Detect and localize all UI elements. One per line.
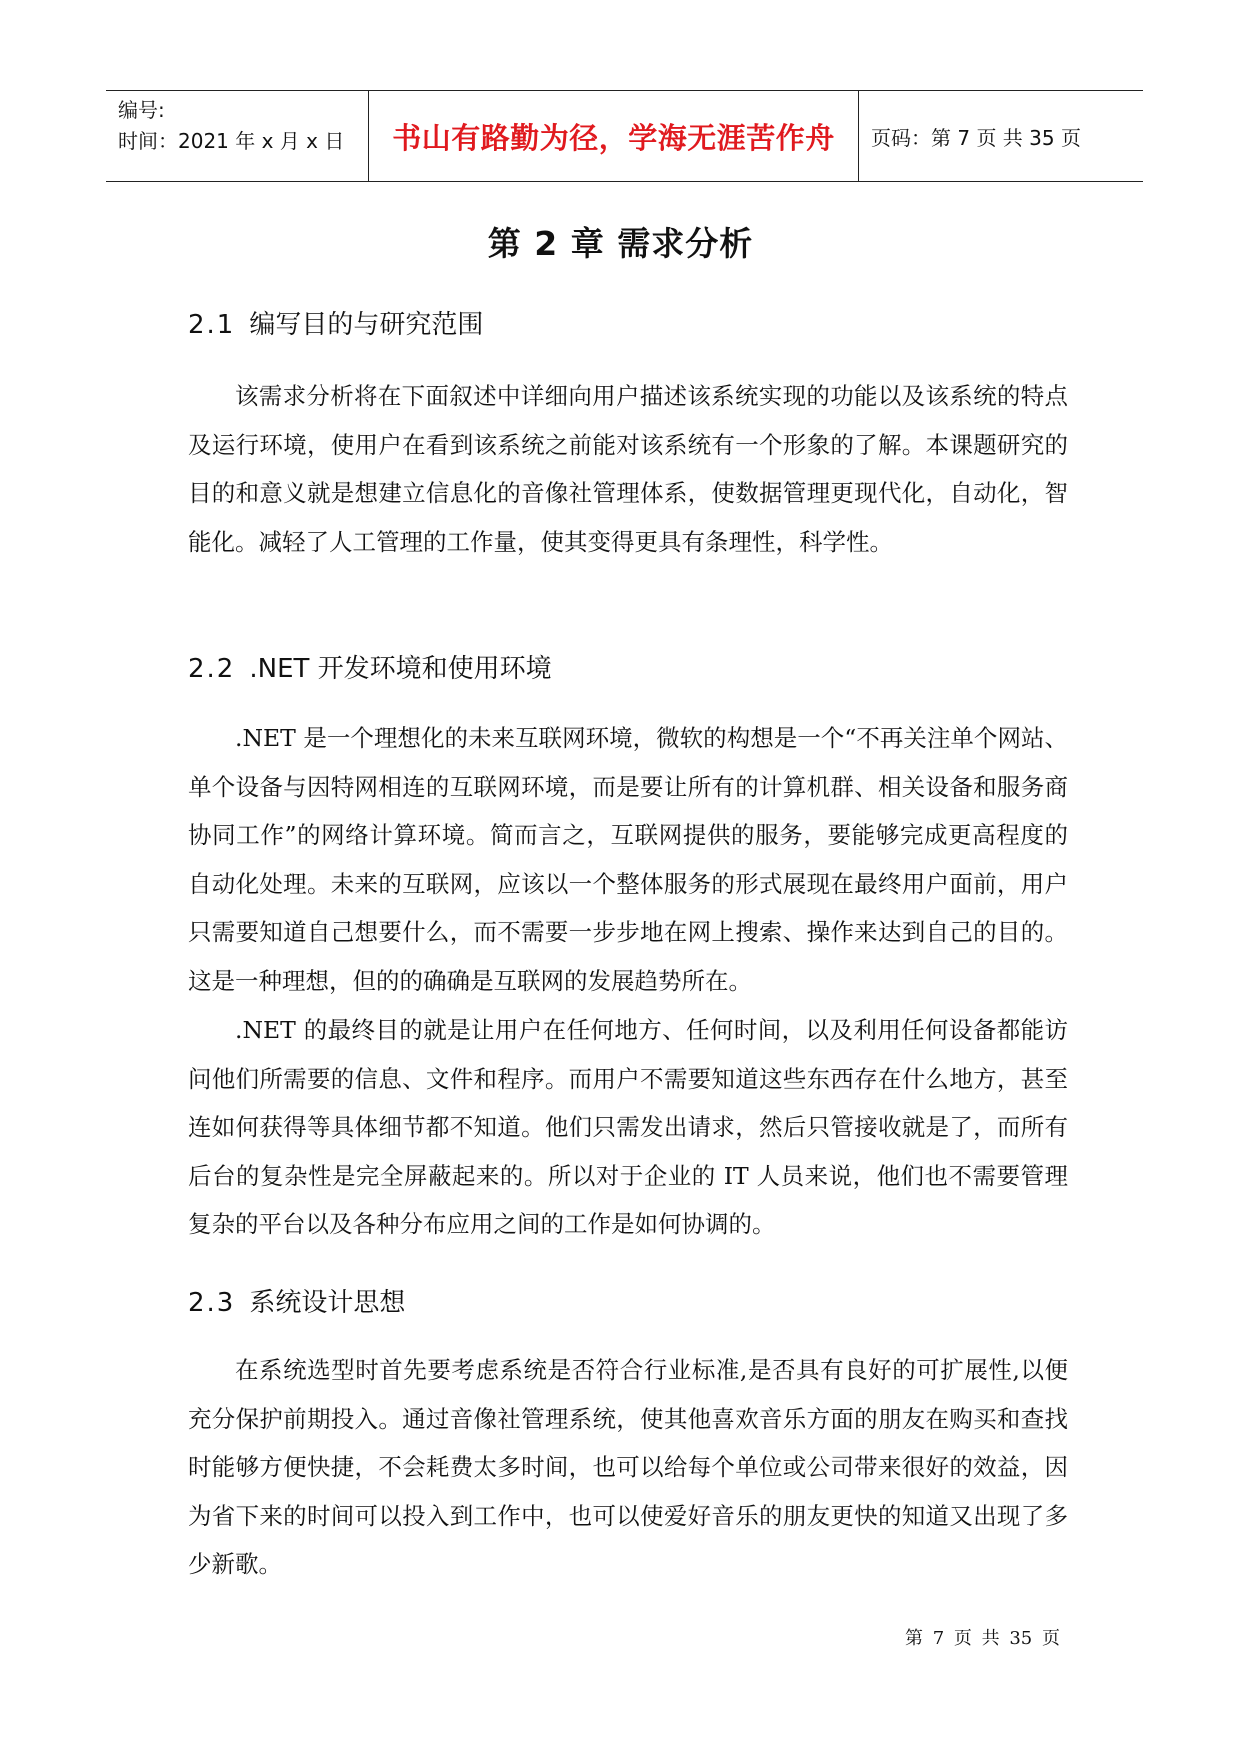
section-2-1-paragraph-1: 该需求分析将在下面叙述中详细向用户描述该系统实现的功能以及该系统的特点及运行环境，使用户在看到该系统之前能对该系统有一个形象的了解。本课题研究的目的和意义就是想建立信息化的音像社管理体系，使数据管理更现代化，自动化，智能化。减轻了人工管理的工作量，使其变得更具有条理性，科学性。 xyxy=(188,382,1068,556)
section-number: 2.3 xyxy=(188,1288,236,1318)
section-number: 2.1 xyxy=(188,310,236,340)
section-2-2-paragraph-1: .NET 是一个理想化的未来互联网环境，微软的构想是一个“不再关注单个网站、单个设备与因特网相连的互联网环境，而是要让所有的计算机群、相关设备和服务商协同工作”的网络计算环境。简而言之，互联网提供的服务，要能够完成更高程度的自动化处理。未来的互联网，应该以一个整体服务的形式展现在最终用户面前，用户只需要知道自己想要什么，而不需要一步步地在网上搜索、操作来达到自己的目的。这是一种理想，但的的确确是互联网的发展趋势所在。 xyxy=(188,724,1068,995)
header-meta xyxy=(106,91,369,181)
section-title: 编写目的与研究范围 xyxy=(249,310,484,340)
section-number: 2.2 xyxy=(188,654,236,684)
section-2-3-paragraph-1: 在系统选型时首先要考虑系统是否符合行业标准,是否具有良好的可扩展性,以便充分保护前期投入。通过音像社管理系统，使其他喜欢音乐方面的朋友在购买和查找时能够方便快捷，不会耗费太多时间，也可以给每个单位或公司带来很好的效益，因为省下来的时间可以投入到工作中，也可以使爱好音乐的朋友更快的知道又出现了多少新歌。 xyxy=(188,1356,1068,1579)
footer-page-number: 第 7 页 共 35 页 xyxy=(905,1628,1060,1649)
section-2-2-paragraph-2: .NET 的最终目的就是让用户在任何地方、任何时间，以及利用任何设备都能访问他们所需要的信息、文件和程序。而用户不需要知道这些东西存在什么地方，甚至连如何获得等具体细节都不知道。他们只需发出请求，然后只管接收就是了，而所有后台的复杂性是完全屏蔽起来的。所以对于企业的 IT 人员来说，他们也不需要管理复杂的平台以及各种分布应用之间的工作是如何协调的。 xyxy=(188,1016,1068,1239)
section-heading-2-2 xyxy=(188,648,552,685)
header-time-label: 时间：2021 年 x 月 x 日 xyxy=(118,129,345,153)
header-motto: 书山有路勤为径，学海无涯苦作舟 xyxy=(369,91,859,181)
header-number-label: 编号: xyxy=(118,98,165,122)
section-title: 系统设计思想 xyxy=(249,1288,406,1318)
chapter-title: 第 2 章 需求分析 xyxy=(487,224,754,263)
page-header xyxy=(106,90,1143,182)
section-heading-2-1 xyxy=(188,304,483,341)
section-title: .NET 开发环境和使用环境 xyxy=(249,654,552,684)
section-heading-2-3 xyxy=(188,1282,405,1319)
header-page-label: 页码：第 7 页 共 35 页 xyxy=(871,125,1081,150)
